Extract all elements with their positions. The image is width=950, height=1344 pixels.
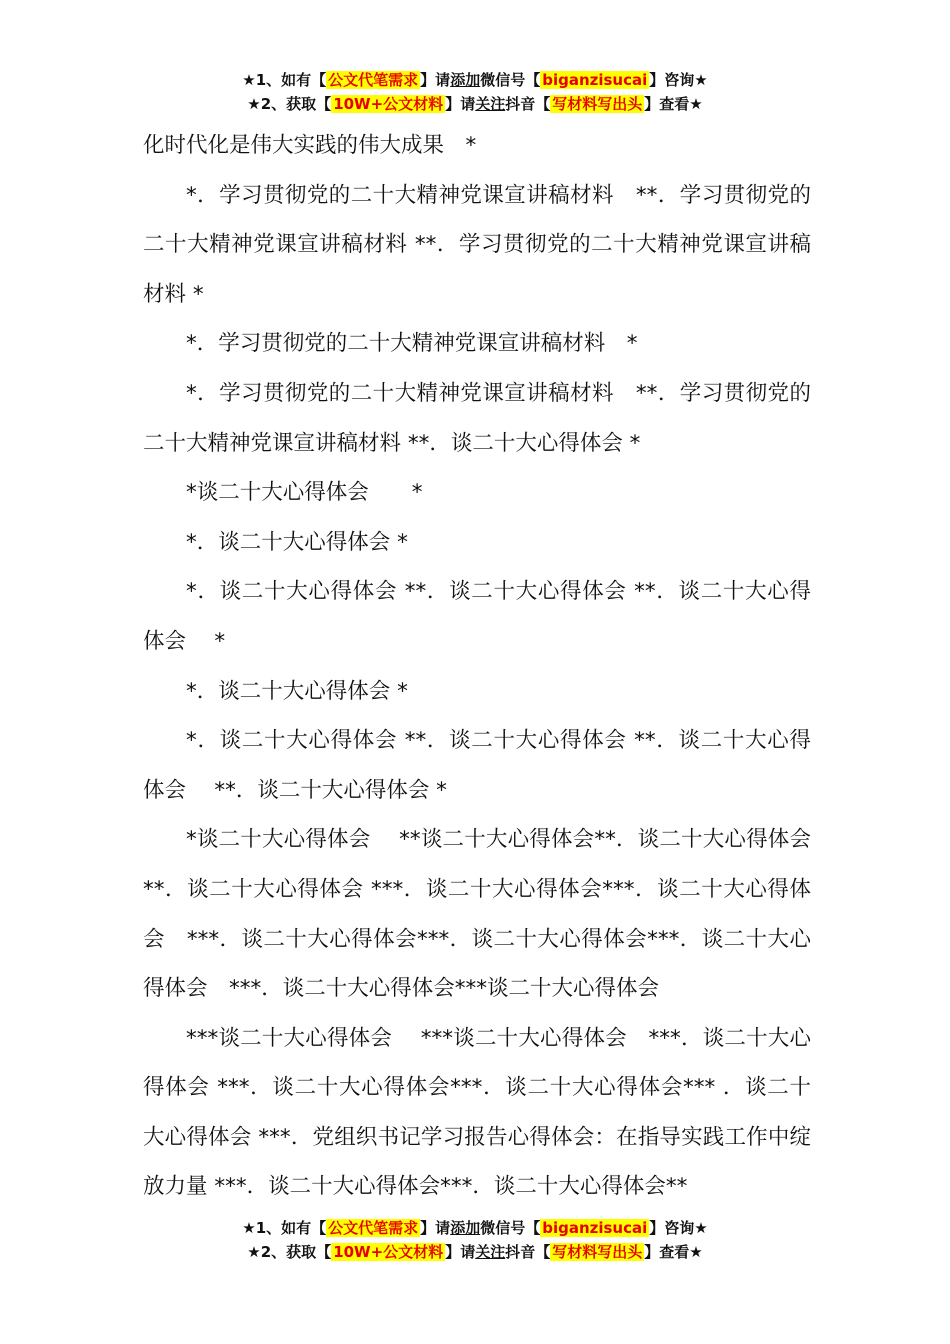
paragraph: *．学习贯彻党的二十大精神党课宣讲稿材料 * (186, 331, 638, 357)
banner-text: 】请 (445, 95, 476, 113)
banner-text: 】咨询★ (649, 1219, 708, 1237)
banner-highlight: 写材料写出头 (552, 95, 643, 113)
banner-line-1 (0, 1216, 950, 1240)
banner-text: 抖音【 (505, 1243, 551, 1261)
banner-underlined: 关注 (475, 1243, 506, 1261)
footer-banner (0, 1216, 950, 1264)
banner-line-1 (0, 68, 950, 92)
banner-highlight: 公文代笔需求 (328, 71, 419, 89)
paragraph: *．谈二十大心得体会 **．谈二十大心得体会 **．谈二十大心得体会 * (143, 579, 811, 654)
banner-text: 】查看★ (644, 95, 703, 113)
banner-highlight: biganzisucai (542, 1219, 648, 1237)
banner-text: ★2、获取【 (247, 95, 332, 113)
banner-text: 】查看★ (644, 1243, 703, 1261)
banner-text: 】咨询★ (649, 71, 708, 89)
banner-text: ★2、获取【 (247, 1243, 332, 1261)
paragraph: *谈二十大心得体会 **谈二十大心得体会**．谈二十大心得体会 **．谈二十大心得体会 ***．谈二十大心得体会***．谈二十大心得体会 ***．谈二十大心得体会***．谈二十大心得体会***．谈二十大心得体会 ***．谈二十大心得体会***谈二十大心得体会 (143, 827, 833, 1002)
paragraph: *．谈二十大心得体会 **．谈二十大心得体会 **．谈二十大心得体会 **．谈二十大心得体会 * (143, 728, 811, 803)
banner-text: ★1、如有【 (242, 1219, 327, 1237)
banner-underlined: 添加 (450, 1219, 481, 1237)
banner-text: 】请 (420, 1219, 451, 1237)
banner-highlight: 公文代笔需求 (328, 1219, 419, 1237)
paragraph: ***谈二十大心得体会 ***谈二十大心得体会 ***．谈二十大心得体会 ***．谈二十大心得体会***．谈二十大心得体会*** ．谈二十大心得体会 ***．党组织书记学习报告心得体会：在指导实践工作中绽放力量 ***．谈二十大心得体会***．谈二十大心得体会** (143, 1025, 811, 1200)
banner-underlined: 关注 (475, 95, 506, 113)
paragraph: *．学习贯彻党的二十大精神党课宣讲稿材料 **．学习贯彻党的二十大精神党课宣讲稿材料 **．学习贯彻党的二十大精神党课宣讲稿材料 * (143, 182, 811, 307)
banner-line-2 (0, 92, 950, 116)
banner-text: ★1、如有【 (242, 71, 327, 89)
header-banner (0, 68, 950, 116)
banner-highlight: 10W+公文材料 (333, 1243, 444, 1261)
banner-text: 微信号【 (480, 1219, 541, 1237)
paragraph: *谈二十大心得体会 * (186, 480, 423, 506)
banner-highlight: 10W+公文材料 (333, 95, 444, 113)
banner-text: 】请 (445, 1243, 476, 1261)
banner-highlight: 写材料写出头 (552, 1243, 643, 1261)
banner-underlined: 添加 (450, 71, 481, 89)
banner-highlight: biganzisucai (542, 71, 648, 89)
paragraph: 化时代化是伟大实践的伟大成果 * (143, 133, 477, 158)
paragraph: *．谈二十大心得体会 * (186, 678, 408, 704)
document-body (143, 121, 833, 1212)
banner-text: 】请 (420, 71, 451, 89)
banner-text: 微信号【 (480, 71, 541, 89)
paragraph: *．学习贯彻党的二十大精神党课宣讲稿材料 **．学习贯彻党的二十大精神党课宣讲稿材料 **．谈二十大心得体会 * (143, 380, 811, 456)
banner-line-2 (0, 1240, 950, 1264)
banner-text: 抖音【 (505, 95, 551, 113)
paragraph: *．谈二十大心得体会 * (186, 529, 408, 555)
